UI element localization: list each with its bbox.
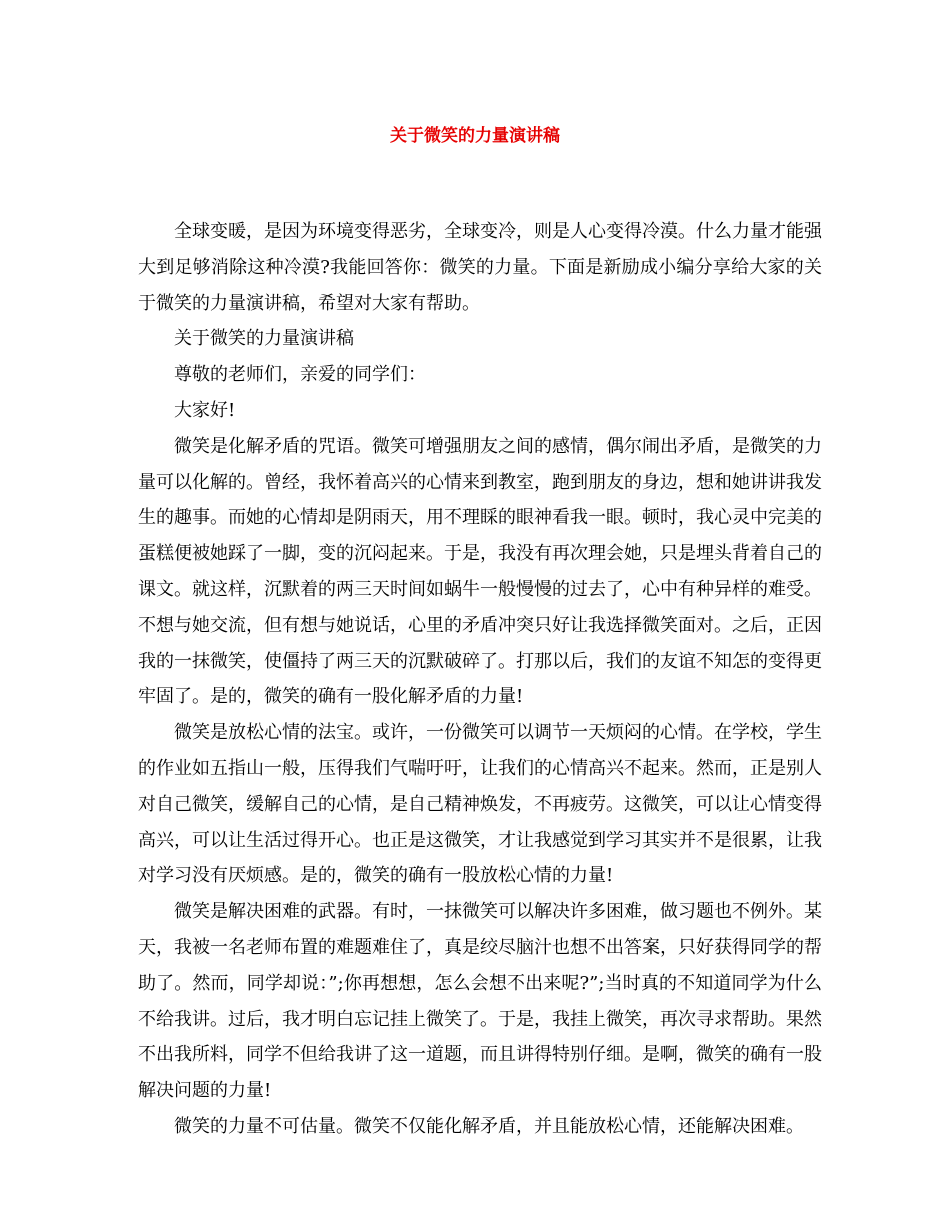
document-title: 关于微笑的力量演讲稿 — [390, 126, 560, 146]
paragraph-intro: 全球变暖，是因为环境变得恶劣，全球变冷，则是人心变得冷漠。什么力量才能强大到足够消除这种冷漠?我能回答你：微笑的力量。下面是新励成小编分享给大家的关于微笑的力量演讲稿，希望对大家有帮助。 — [138, 221, 822, 314]
paragraph-speech-title: 关于微笑的力量演讲稿 — [174, 328, 354, 350]
paragraph-salutation: 尊敬的老师们，亲爱的同学们： — [174, 364, 426, 386]
document-body — [138, 214, 822, 1145]
paragraph-relax-mood: 微笑是放松心情的法宝。或许，一份微笑可以调节一天烦闷的心情。在学校，学生的作业如五指山一般，压得我们气喘吁吁，让我们的心情高兴不起来。然而，正是别人对自己微笑，缓解自己的心情，是自己精神焕发，不再疲劳。这微笑，可以让心情变得高兴，可以让生活过得开心。也正是这微笑，才让我感觉到学习其实并不是很累，让我对学习没有厌烦感。是的，微笑的确有一股放松心情的力量! — [138, 722, 822, 887]
paragraph-greeting: 大家好! — [174, 399, 236, 421]
paragraph-conclusion: 微笑的力量不可估量。微笑不仅能化解矛盾，并且能放松心情，还能解决困难。 — [174, 1115, 804, 1137]
paragraph-resolve-conflict: 微笑是化解矛盾的咒语。微笑可增强朋友之间的感情，偶尔闹出矛盾，是微笑的力量可以化解的。曾经，我怀着高兴的心情来到教室，跑到朋友的身边，想和她讲讲我发生的趣事。而她的心情却是阴雨天，用不理睬的眼神看我一眼。顿时，我心灵中完美的蛋糕便被她踩了一脚，变的沉闷起来。于是，我没有再次理会她，只是埋头背着自己的课文。就这样，沉默着的两三天时间如蜗牛一般慢慢的过去了，心中有种异样的难受。不想与她交流，但有想与她说话，心里的矛盾冲突只好让我选择微笑面对。之后，正因我的一抹微笑，使僵持了两三天的沉默破碎了。打那以后，我们的友谊不知怎的变得更牢固了。是的，微笑的确有一股化解矛盾的力量! — [138, 435, 822, 708]
paragraph-solve-difficulty: 微笑是解决困难的武器。有时，一抹微笑可以解决许多困难，做习题也不例外。某天，我被一名老师布置的难题难住了，真是绞尽脑汁也想不出答案，只好获得同学的帮助了。然而，同学却说：”;你再想想，怎么会想不出来呢?”;当时真的不知道同学为什么不给我讲。过后，我才明白忘记挂上微笑了。于是，我挂上微笑，再次寻求帮助。果然不出我所料，同学不但给我讲了这一道题，而且讲得特别仔细。是啊，微笑的确有一股解决问题的力量! — [138, 901, 822, 1102]
